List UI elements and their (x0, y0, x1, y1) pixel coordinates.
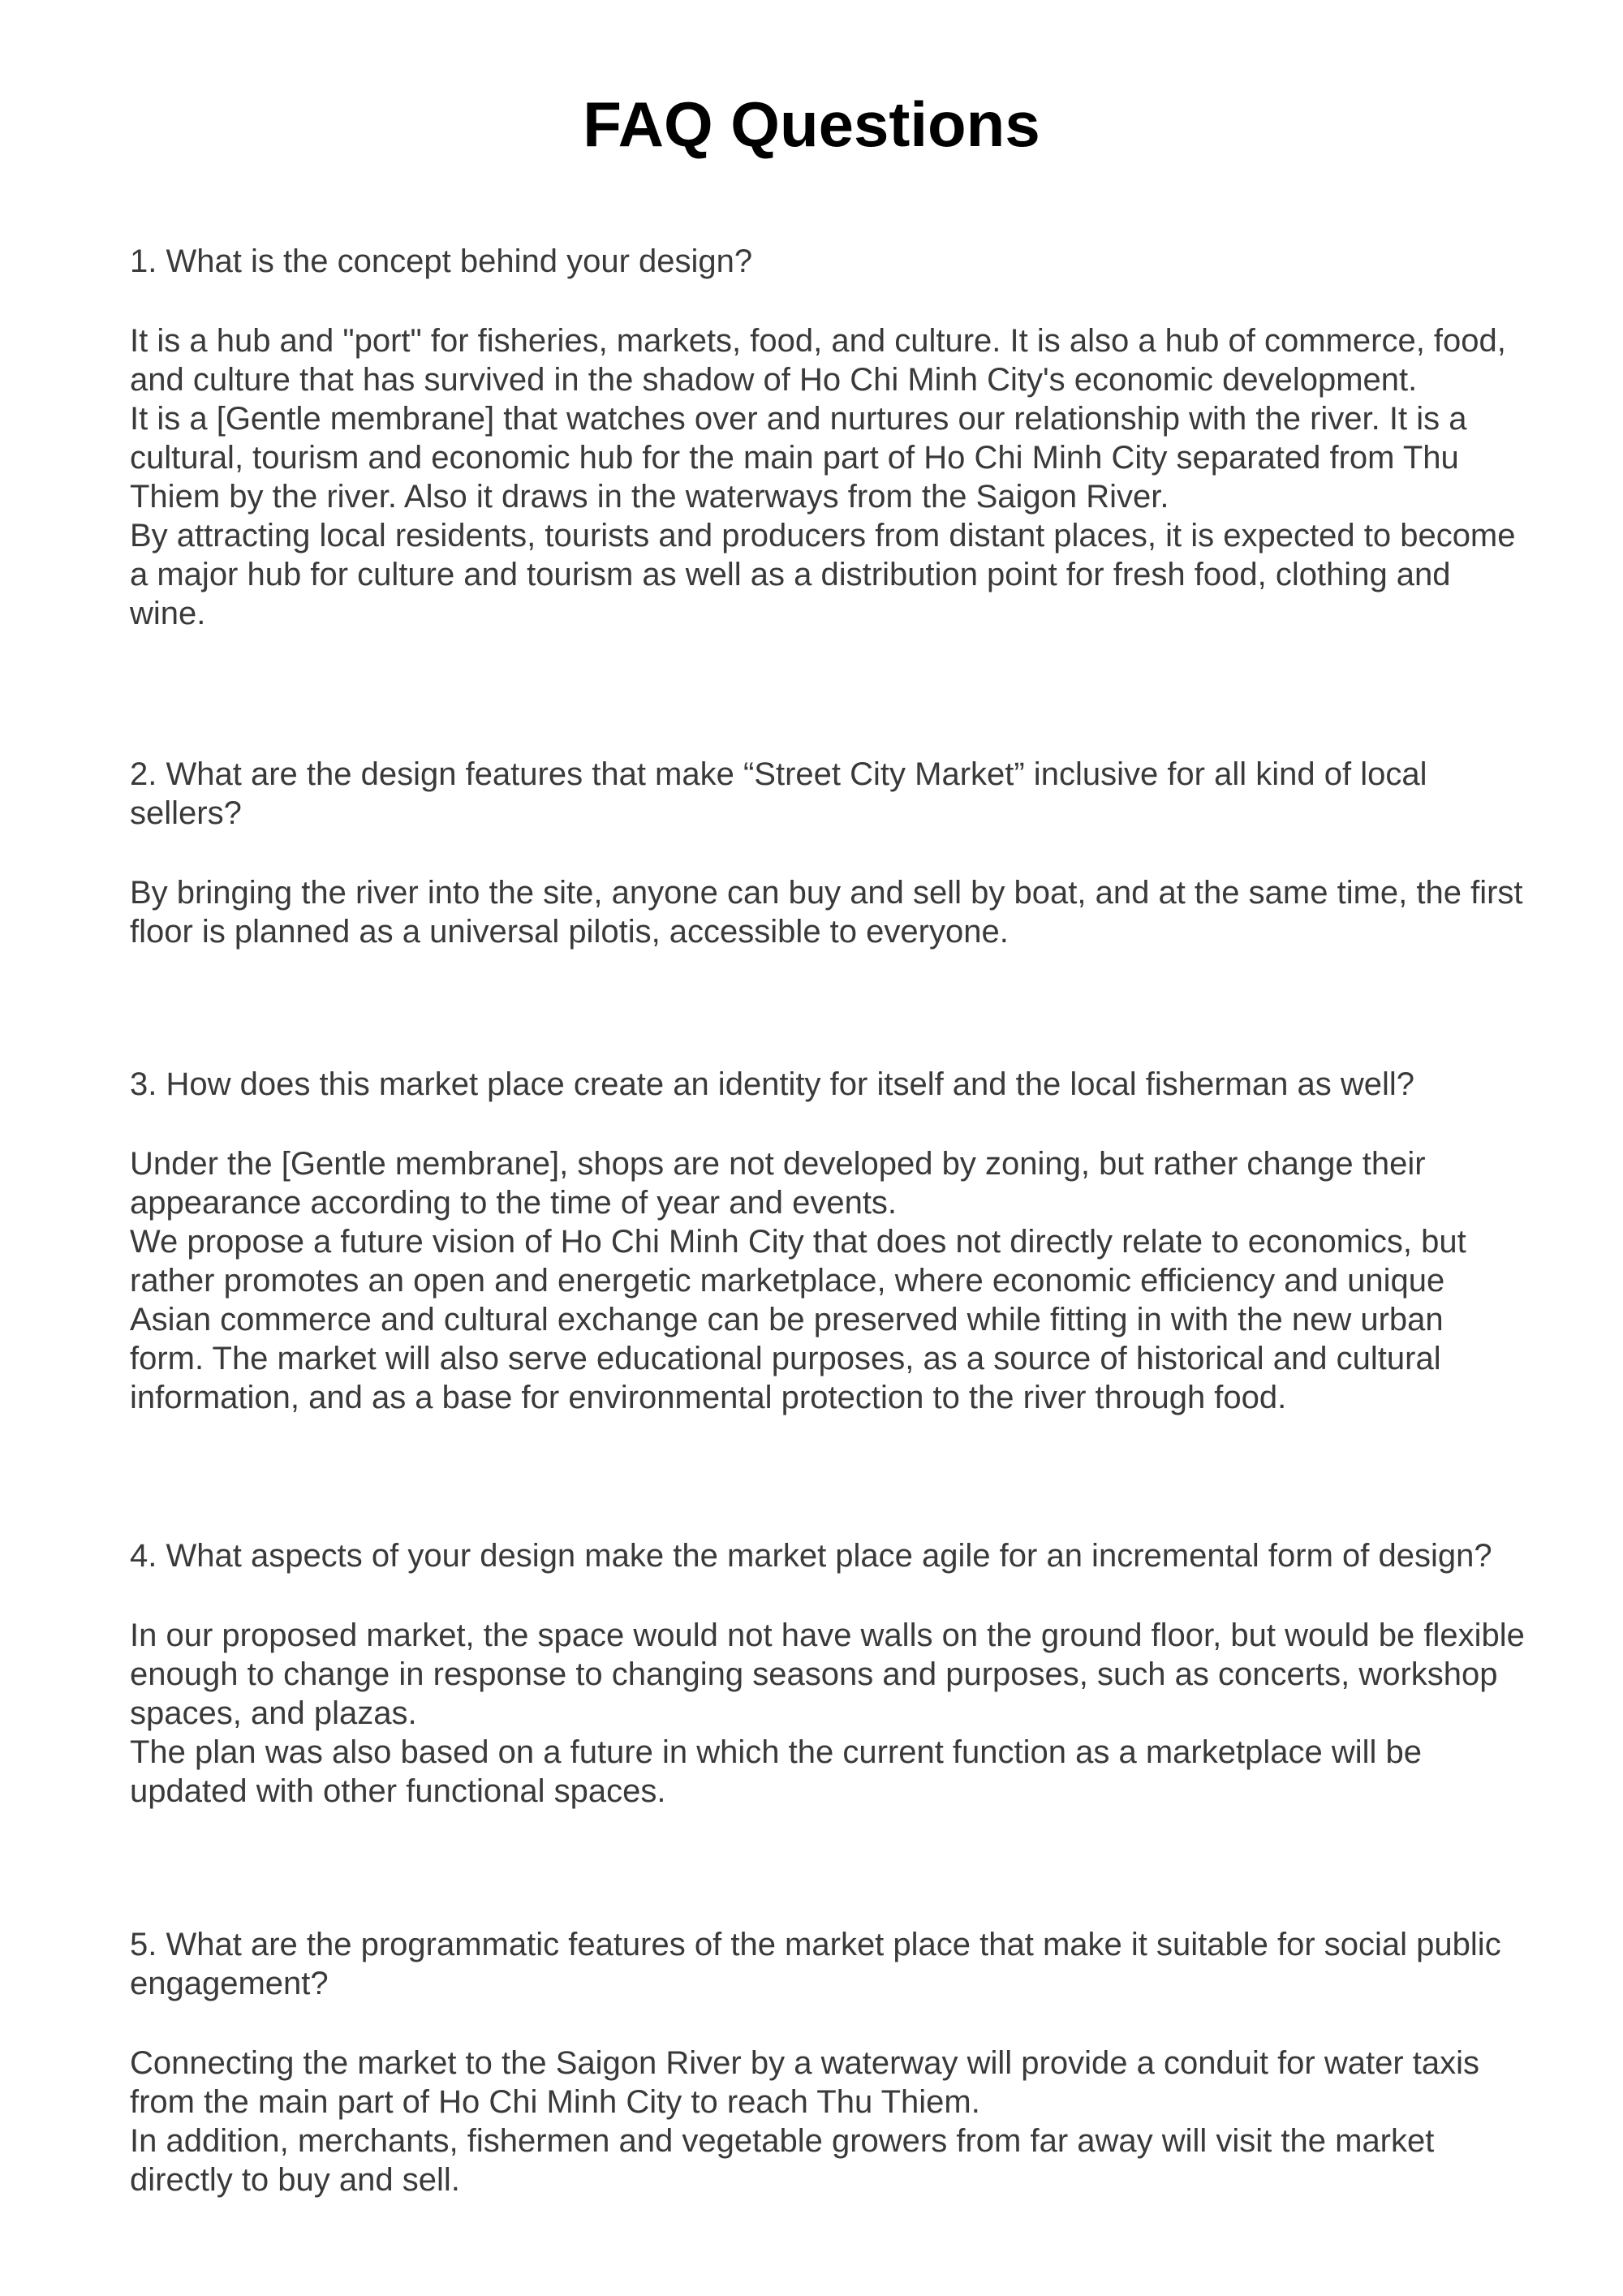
page-title: FAQ Questions (583, 88, 1040, 160)
faq-answer-3 (130, 1144, 1526, 1417)
faq-item-5 (130, 1925, 1526, 2199)
answer-paragraph: In addition, merchants, fishermen and vegetable growers from far away will visit the market directly to buy and sell. (130, 2123, 1435, 2198)
faq-item-3 (130, 1065, 1526, 1417)
faq-question-2: 2. What are the design features that make “Street City Market” inclusive for all kind of local sellers? (130, 756, 1427, 831)
answer-paragraph: Connecting the market to the Saigon River by a waterway will provide a conduit for water taxis from the main part of Ho Chi Minh City to reach Thu Thiem. (130, 2045, 1480, 2120)
faq-question-1: 1. What is the concept behind your design? (130, 243, 753, 279)
faq-answer-2 (130, 873, 1526, 951)
answer-paragraph: It is a hub and "port" for fisheries, markets, food, and culture. It is also a hub of commerce, food, and culture that has survived in the shadow of Ho Chi Minh City's economic development. (130, 323, 1506, 398)
answer-paragraph: Under the [Gentle membrane], shops are not developed by zoning, but rather change their appearance according to the time of year and events. (130, 1146, 1426, 1221)
answer-paragraph: It is a [Gentle membrane] that watches over and nurtures our relationship with the river. It is a cultural, tourism and economic hub for the main part of Ho Chi Minh City separated from Thu Thiem by the river. Also it draws in the waterways from the Saigon River. (130, 401, 1467, 515)
faq-item-1 (130, 242, 1526, 633)
faq-item-4 (130, 1536, 1526, 1811)
answer-paragraph: By bringing the river into the site, anyone can buy and sell by boat, and at the same time, the first floor is planned as a universal pilotis, accessible to everyone. (130, 875, 1523, 950)
faq-answer-5 (130, 2044, 1526, 2199)
faq-question-3: 3. How does this market place create an identity for itself and the local fisherman as well? (130, 1066, 1415, 1102)
answer-paragraph: We propose a future vision of Ho Chi Minh City that does not directly relate to economics, but rather promotes an open and energetic marketplace, where economic efficiency and unique Asian commerce and cultural exchange can be preserved while fitting in with the new urban form. The market will also serve educational purposes, as a source of historical and cultural information, and as a base for environmental protection to the river through food. (130, 1224, 1466, 1415)
answer-paragraph: By attracting local residents, tourists and producers from distant places, it is expected to become a major hub for culture and tourism as well as a distribution point for fresh food, clothing and wine. (130, 518, 1516, 631)
faq-item-2 (130, 755, 1526, 951)
faq-question-5: 5. What are the programmatic features of the market place that make it suitable for social public engagement? (130, 1927, 1501, 2001)
faq-question-4: 4. What aspects of your design make the market place agile for an incremental form of design? (130, 1538, 1492, 1574)
faq-answer-4 (130, 1616, 1526, 1811)
answer-paragraph: The plan was also based on a future in which the current function as a marketplace will be updated with other functional spaces. (130, 1734, 1422, 1809)
answer-paragraph: In our proposed market, the space would not have walls on the ground floor, but would be flexible enough to change in response to changing seasons and purposes, such as concerts, workshop spaces, and plazas. (130, 1618, 1525, 1731)
faq-answer-1 (130, 321, 1526, 633)
